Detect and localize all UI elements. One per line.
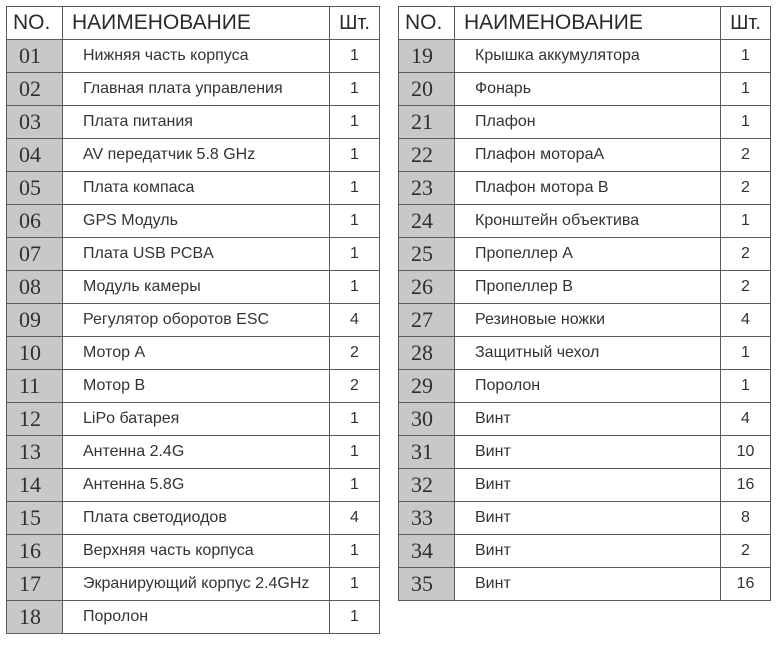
part-quantity: 1 (330, 568, 380, 601)
part-number: 05 (7, 172, 63, 205)
part-number: 27 (399, 304, 455, 337)
part-number: 11 (7, 370, 63, 403)
part-name: Винт (455, 535, 721, 568)
table-row (7, 568, 380, 601)
part-name: Винт (455, 403, 721, 436)
part-number: 03 (7, 106, 63, 139)
part-name: Плафон (455, 106, 721, 139)
part-quantity: 1 (721, 370, 771, 403)
part-number: 29 (399, 370, 455, 403)
part-quantity: 1 (330, 436, 380, 469)
part-name: Пропеллер А (455, 238, 721, 271)
part-quantity: 1 (721, 40, 771, 73)
part-quantity: 1 (330, 40, 380, 73)
table-row (7, 370, 380, 403)
part-number: 32 (399, 469, 455, 502)
part-name: Винт (455, 502, 721, 535)
part-quantity: 1 (330, 73, 380, 106)
part-number: 19 (399, 40, 455, 73)
part-name: Поролон (455, 370, 721, 403)
part-name: Плафон мотораА (455, 139, 721, 172)
table-row (7, 205, 380, 238)
part-quantity: 1 (330, 469, 380, 502)
part-quantity: 4 (330, 502, 380, 535)
part-name: Фонарь (455, 73, 721, 106)
part-quantity: 1 (330, 535, 380, 568)
part-name: Экранирующий корпус 2.4GHz (63, 568, 330, 601)
parts-table-left (6, 6, 380, 634)
part-name: Винт (455, 469, 721, 502)
table-row (7, 403, 380, 436)
part-quantity: 2 (721, 535, 771, 568)
part-quantity: 1 (330, 106, 380, 139)
part-quantity: 2 (721, 238, 771, 271)
header-name: НАИМЕНОВАНИЕ (455, 7, 721, 40)
part-quantity: 1 (721, 73, 771, 106)
header-no: NO. (7, 7, 63, 40)
part-quantity: 2 (721, 172, 771, 205)
header-row (399, 7, 771, 40)
part-number: 06 (7, 205, 63, 238)
table-row (7, 535, 380, 568)
part-name: Винт (455, 568, 721, 601)
part-quantity: 2 (721, 271, 771, 304)
part-number: 21 (399, 106, 455, 139)
table-row (7, 271, 380, 304)
part-name: Мотор А (63, 337, 330, 370)
part-name: Верхняя часть корпуса (63, 535, 330, 568)
part-quantity: 1 (721, 337, 771, 370)
part-number: 33 (399, 502, 455, 535)
part-number: 22 (399, 139, 455, 172)
part-name: GPS Модуль (63, 205, 330, 238)
part-quantity: 1 (721, 205, 771, 238)
part-name: Пропеллер В (455, 271, 721, 304)
part-name: Кронштейн объектива (455, 205, 721, 238)
part-quantity: 1 (330, 205, 380, 238)
table-row (7, 337, 380, 370)
part-quantity: 1 (330, 271, 380, 304)
table-row (399, 436, 771, 469)
table-row (399, 271, 771, 304)
part-number: 02 (7, 73, 63, 106)
table-row (7, 502, 380, 535)
part-name: Антенна 5.8G (63, 469, 330, 502)
part-number: 20 (399, 73, 455, 106)
part-name: Крышка аккумулятора (455, 40, 721, 73)
header-qty: Шт. (721, 7, 771, 40)
part-quantity: 2 (330, 337, 380, 370)
table-row (399, 469, 771, 502)
table-row (399, 304, 771, 337)
part-name: AV передатчик 5.8 GHz (63, 139, 330, 172)
header-no: NO. (399, 7, 455, 40)
part-name: Резиновые ножки (455, 304, 721, 337)
part-quantity: 1 (721, 106, 771, 139)
table-row (399, 40, 771, 73)
part-number: 04 (7, 139, 63, 172)
part-quantity: 4 (330, 304, 380, 337)
table-row (399, 502, 771, 535)
part-quantity: 16 (721, 469, 771, 502)
part-number: 14 (7, 469, 63, 502)
header-row (7, 7, 380, 40)
part-number: 23 (399, 172, 455, 205)
part-quantity: 2 (721, 139, 771, 172)
part-quantity: 1 (330, 172, 380, 205)
part-name: Плата компаса (63, 172, 330, 205)
table-row (7, 172, 380, 205)
table-row (399, 568, 771, 601)
part-number: 12 (7, 403, 63, 436)
part-number: 15 (7, 502, 63, 535)
part-number: 16 (7, 535, 63, 568)
part-number: 07 (7, 238, 63, 271)
part-number: 34 (399, 535, 455, 568)
part-number: 09 (7, 304, 63, 337)
table-row (399, 172, 771, 205)
part-name: Плафон мотора В (455, 172, 721, 205)
table-row (399, 370, 771, 403)
part-number: 28 (399, 337, 455, 370)
part-quantity: 1 (330, 238, 380, 271)
part-number: 35 (399, 568, 455, 601)
table-row (399, 106, 771, 139)
table-row (7, 139, 380, 172)
part-name: Плата светодиодов (63, 502, 330, 535)
part-name: Винт (455, 436, 721, 469)
table-row (7, 304, 380, 337)
part-number: 24 (399, 205, 455, 238)
part-number: 01 (7, 40, 63, 73)
table-row (7, 436, 380, 469)
table-row (399, 139, 771, 172)
part-quantity: 4 (721, 403, 771, 436)
part-number: 17 (7, 568, 63, 601)
part-quantity: 10 (721, 436, 771, 469)
table-row (7, 238, 380, 271)
part-number: 31 (399, 436, 455, 469)
part-number: 26 (399, 271, 455, 304)
part-quantity: 1 (330, 403, 380, 436)
table-row (7, 469, 380, 502)
table-row (399, 535, 771, 568)
part-quantity: 1 (330, 601, 380, 634)
table-row (399, 205, 771, 238)
part-name: Плата USB PCBA (63, 238, 330, 271)
part-quantity: 4 (721, 304, 771, 337)
part-quantity: 1 (330, 139, 380, 172)
table-row (7, 106, 380, 139)
part-quantity: 16 (721, 568, 771, 601)
part-number: 08 (7, 271, 63, 304)
header-qty: Шт. (330, 7, 380, 40)
part-quantity: 2 (330, 370, 380, 403)
part-name: Плата питания (63, 106, 330, 139)
table-row (7, 73, 380, 106)
part-number: 13 (7, 436, 63, 469)
part-name: Антенна 2.4G (63, 436, 330, 469)
part-name: Защитный чехол (455, 337, 721, 370)
part-name: LiPo батарея (63, 403, 330, 436)
part-number: 30 (399, 403, 455, 436)
header-name: НАИМЕНОВАНИЕ (63, 7, 330, 40)
part-name: Нижняя часть корпуса (63, 40, 330, 73)
table-row (399, 238, 771, 271)
table-row (7, 601, 380, 634)
table-row (399, 337, 771, 370)
part-number: 25 (399, 238, 455, 271)
part-name: Регулятор оборотов ESC (63, 304, 330, 337)
table-row (399, 403, 771, 436)
part-name: Поролон (63, 601, 330, 634)
part-name: Мотор В (63, 370, 330, 403)
part-name: Главная плата управления (63, 73, 330, 106)
parts-table-right (398, 6, 771, 601)
table-row (7, 40, 380, 73)
table-row (399, 73, 771, 106)
part-quantity: 8 (721, 502, 771, 535)
part-number: 18 (7, 601, 63, 634)
part-number: 10 (7, 337, 63, 370)
part-name: Модуль камеры (63, 271, 330, 304)
